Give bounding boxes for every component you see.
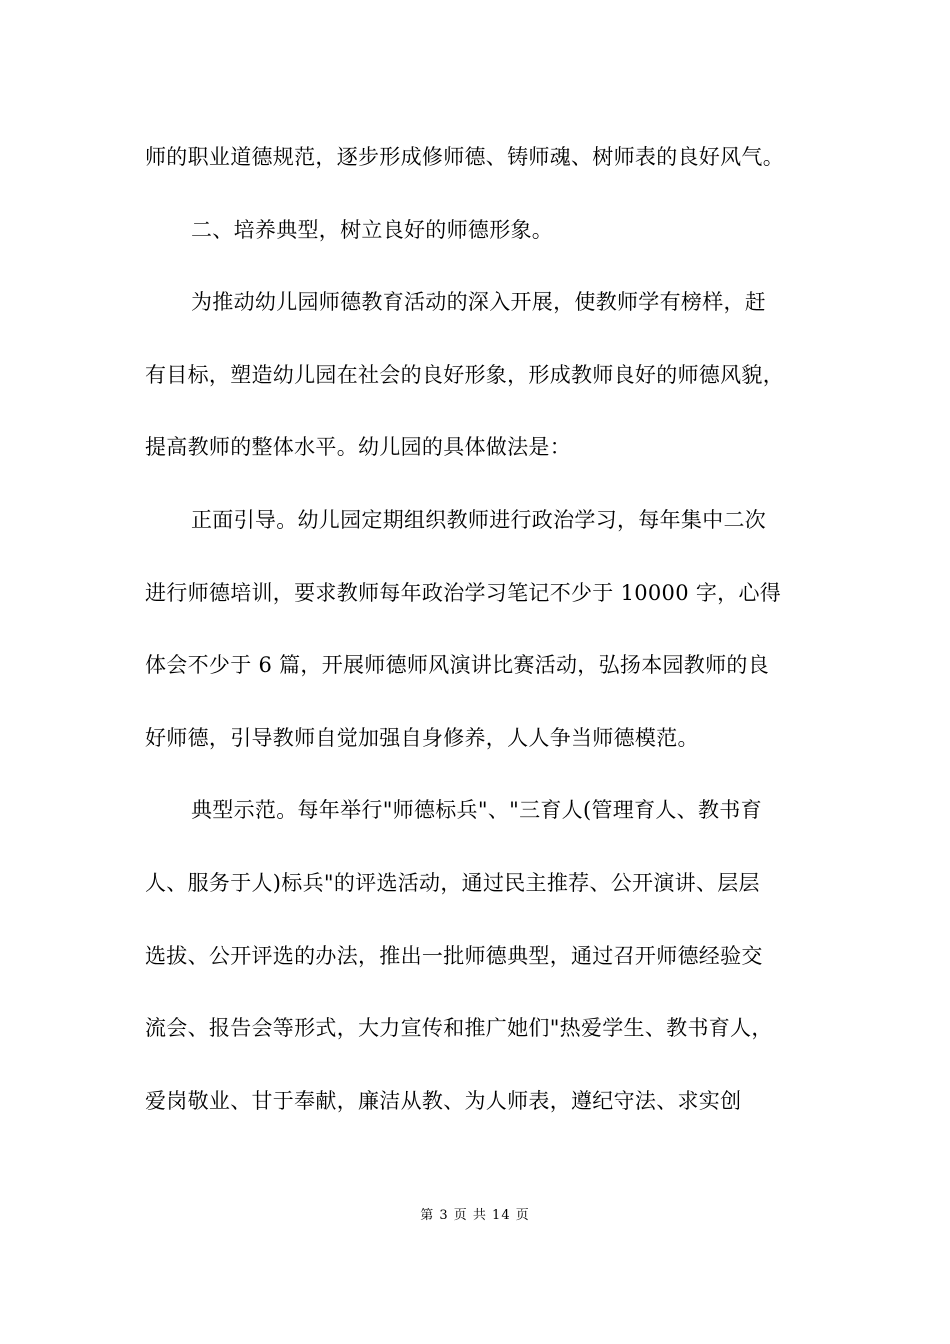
text-line: 选拔、公开评选的办法，推出一批师德典型，通过召开师德经验交 xyxy=(145,943,763,968)
text-line: 有目标，塑造幼儿园在社会的良好形象，形成教师良好的师德风貌， xyxy=(145,362,784,387)
text-line: 为推动幼儿园师德教育活动的深入开展，使教师学有榜样，赶 xyxy=(191,290,767,315)
text-line: 爱岗敬业、甘于奉献，廉洁从教、为人师表，遵纪守法、求实创 xyxy=(145,1088,742,1113)
section-heading: 二、培养典型，树立良好的师德形象。 xyxy=(191,217,554,242)
text-line: 流会、报告会等形式，大力宣传和推广她们"热爱学生、教书育人， xyxy=(145,1016,773,1041)
text-line: 提高教师的整体水平。幼儿园的具体做法是： xyxy=(145,435,571,460)
text-line: 进行师德培训，要求教师每年政治学习笔记不少于 10000 字，心得 xyxy=(145,580,782,605)
page-number-footer: 第 3 页 共 14 页 xyxy=(420,1208,530,1223)
text-line: 师的职业道德规范，逐步形成修师德、铸师魂、树师表的良好风气。 xyxy=(145,145,784,169)
text-line: 好师德，引导教师自觉加强自身修养，人人争当师德模范。 xyxy=(145,725,699,750)
text-line: 正面引导。幼儿园定期组织教师进行政治学习，每年集中二次 xyxy=(191,507,767,532)
document-body xyxy=(145,130,810,1146)
text-line: 体会不少于 6 篇，开展师德师风演讲比赛活动，弘扬本园教师的良 xyxy=(145,653,770,678)
text-line: 人、服务于人)标兵"的评选活动，通过民主推荐、公开演讲、层层 xyxy=(145,870,760,895)
text-line: 典型示范。每年举行"师德标兵"、"三育人(管理育人、教书育 xyxy=(191,798,762,823)
